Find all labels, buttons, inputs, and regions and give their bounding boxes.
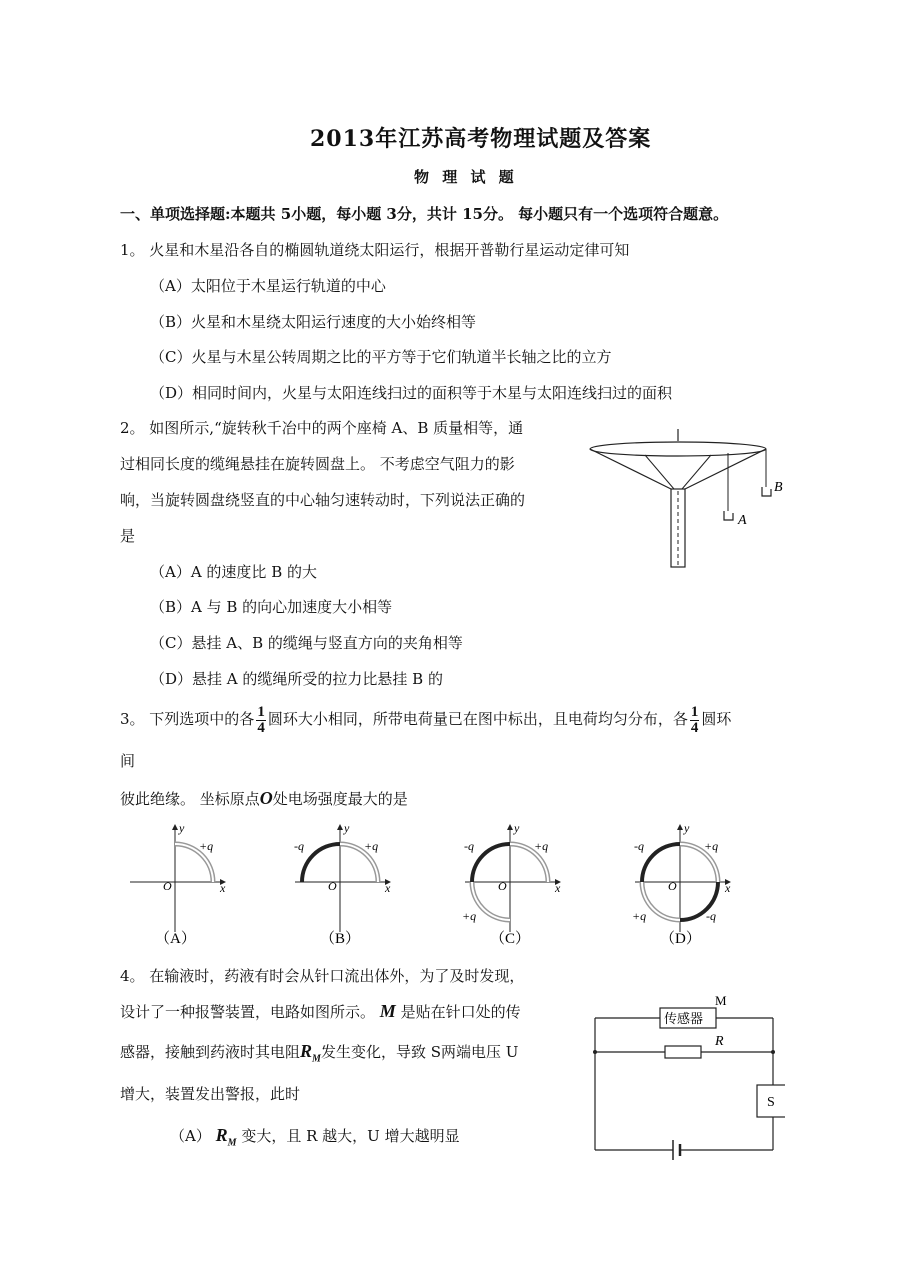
q2-line3: 响，当旋转圆盘绕竖直的中心轴匀速转动时，下列说法正确的 <box>120 491 526 509</box>
q1-option-a: （A）太阳位于木星运行轨道的中心 <box>150 277 386 295</box>
svg-text:x: x <box>555 881 561 895</box>
figure-a <box>130 821 226 947</box>
q1-option-d: （D）相同时间内，火星与太阳连线扫过的面积等于木星与太阳连线扫过的面积 <box>150 384 673 402</box>
seat-b-label: B <box>774 480 783 495</box>
figure-b-caption: （B） <box>320 931 361 947</box>
svg-text:O: O <box>163 879 172 893</box>
q1-option-c: （C）火星与木星公转周期之比的平方等于它们轨道半长轴之比的立方 <box>150 348 612 366</box>
svg-text:O: O <box>328 879 337 893</box>
q2-line2: 过相同长度的缆绳悬挂在旋转圆盘上。 不考虑空气阻力的影 <box>120 455 515 473</box>
quarter-ring-figures <box>125 820 805 950</box>
svg-text:-q: -q <box>706 909 716 923</box>
svg-text:x: x <box>385 881 391 895</box>
figure-b <box>294 821 391 947</box>
q4-line2: 设计了一种报警装置，电路如图所示。 M 是贴在针口处的传 <box>120 1001 521 1021</box>
sensor-symbol: M <box>379 1001 396 1021</box>
resistor-r-label: R <box>715 1034 724 1049</box>
figure-c-caption: （C） <box>490 931 531 947</box>
q1-option-b: （B）火星和木星绕太阳运行速度的大小始终相等 <box>150 313 477 331</box>
svg-text:y: y <box>179 821 185 835</box>
svg-text:+q: +q <box>632 909 647 923</box>
svg-text:x: x <box>220 881 226 895</box>
svg-text:x: x <box>725 881 731 895</box>
q2-option-a: （A）A 的速度比 B 的大 <box>150 563 317 581</box>
svg-text:y: y <box>514 821 520 835</box>
svg-text:+q: +q <box>462 909 477 923</box>
q4-line1: 4。 在输液时，药液有时会从针口流出体外，为了及时发现， <box>120 967 525 985</box>
q3-line1-b: 圆环大小相同，所带电荷量已在图中标出，且电荷均匀分布，各 <box>267 710 688 728</box>
q4-line4: 增大，装置发出警报，此时 <box>120 1085 301 1103</box>
alarm-s-label: S <box>767 1095 775 1110</box>
page-title: 2013年江苏高考物理试题及答案 <box>310 126 652 152</box>
quarter-fraction: $\frac{1}{4}$ <box>690 703 699 736</box>
q2-line1: 2。 如图所示,“旋转秋千冶中的两个座椅 A、B 质量相等，通 <box>120 419 524 437</box>
q3-line1-a: 3。 下列选项中的各 <box>120 710 255 728</box>
svg-text:+q: +q <box>199 839 214 853</box>
svg-text:-q: -q <box>294 839 304 853</box>
q4-option-a: （A） $R_M$ 变大，且 R 越大，U 增大越明显 <box>170 1125 460 1149</box>
sensor-m-label: M <box>715 993 727 1008</box>
q3-line3: 彼此绝缘。 坐标原点O处电场强度最大的是 <box>120 788 408 808</box>
svg-text:y: y <box>344 821 350 835</box>
svg-text:+q: +q <box>364 839 379 853</box>
figure-c <box>462 821 561 947</box>
alarm-circuit <box>585 990 785 1165</box>
sensor-label: 传感器 <box>664 1011 704 1026</box>
figure-d-caption: （D） <box>660 931 701 947</box>
page-subtitle: 物 理 试 题 <box>414 168 518 186</box>
q2-option-c: （C）悬挂 A、B 的缆绳与竖直方向的夹角相等 <box>150 634 463 652</box>
svg-text:O: O <box>498 879 507 893</box>
figure-a-caption: （A） <box>155 931 196 947</box>
svg-text:-q: -q <box>634 839 644 853</box>
q2-option-d: （D）悬挂 A 的缆绳所受的拉力比悬挂 B 的 <box>150 670 443 688</box>
seat-a-label: A <box>738 513 747 528</box>
q3-line1-c: 圆环 <box>701 710 732 728</box>
q4-line3: 感器，接触到药液时其电阻$R_M$发生变化，导致 S两端电压 U <box>120 1041 519 1065</box>
svg-text:+q: +q <box>534 839 549 853</box>
section-heading: 一、单项选择题:本题共 5小题，每小题 3分，共计 15分。 每小题只有一个选项符合题意。 <box>120 205 729 223</box>
figure-d <box>632 821 731 947</box>
resistance-symbol: $R_M$ <box>300 1041 321 1065</box>
resistance-symbol: $R_M$ <box>215 1125 237 1149</box>
q2-option-b: （B）A 与 B 的向心加速度大小相等 <box>150 598 393 616</box>
svg-text:O: O <box>668 879 677 893</box>
origin-symbol: O <box>259 788 273 808</box>
quarter-fraction: $\frac{1}{4}$ <box>257 703 265 736</box>
svg-text:-q: -q <box>464 839 474 853</box>
svg-text:y: y <box>684 821 690 835</box>
svg-text:+q: +q <box>704 839 719 853</box>
q1-stem: 1。 火星和木星沿各自的椭圆轨道绕太阳运行，根据开普勒行星运动定律可知 <box>120 241 630 259</box>
swing-figure <box>585 425 795 575</box>
q3-line2: 间 <box>120 752 136 770</box>
q2-line4: 是 <box>120 527 136 545</box>
q3-line1 <box>120 703 731 736</box>
